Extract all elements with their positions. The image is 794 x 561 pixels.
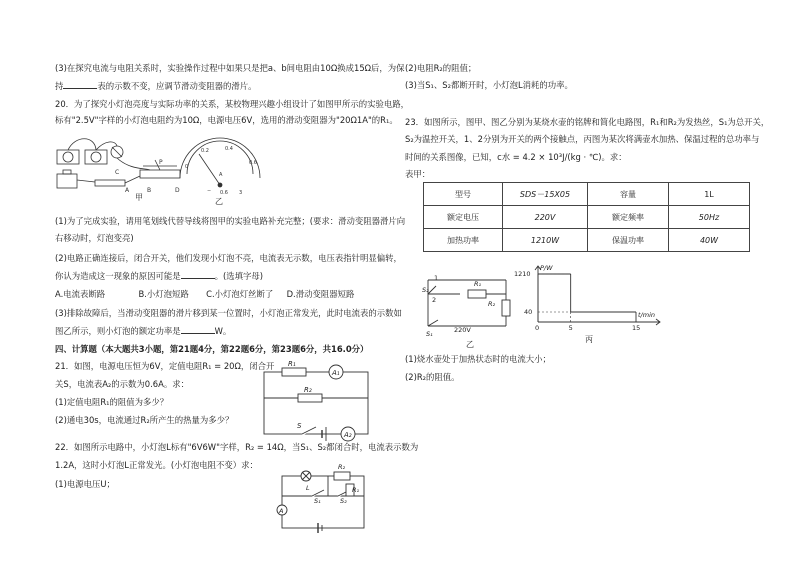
svg-text:P: P bbox=[159, 159, 163, 166]
svg-text:R₂: R₂ bbox=[488, 300, 496, 308]
q21-stem-line2: 关S，电流表A₂的示数为0.6A。求： bbox=[55, 379, 189, 389]
svg-text:S₂: S₂ bbox=[340, 497, 347, 505]
q20-part1-line2: 右移动时，灯泡变亮) bbox=[55, 233, 134, 243]
q21-part2: (2)通电30s，电流通过R₂所产生的热量为多少？ bbox=[55, 415, 234, 425]
svg-text:R₁: R₁ bbox=[474, 280, 482, 288]
resistor-r1 bbox=[282, 368, 306, 376]
q20-part3-line1: (3)排除故障后，当滑动变阻器的滑片移到某一位置时，小灯泡正常发光，此时电流表的示数如 bbox=[55, 308, 402, 318]
table-cell: 40W bbox=[669, 229, 750, 252]
svg-text:A: A bbox=[125, 187, 130, 194]
svg-text:L: L bbox=[306, 484, 310, 492]
svg-text:S₁: S₁ bbox=[314, 497, 321, 505]
q22-part3: (3)当S₁、S₂都断开时，小灯泡L消耗的功率。 bbox=[405, 80, 573, 90]
x-axis-label: t/min bbox=[638, 311, 655, 319]
table-row bbox=[424, 229, 750, 252]
q20-options bbox=[55, 289, 354, 300]
figure-bing-label: 丙 bbox=[585, 335, 593, 344]
option-d: D.滑动变阻器短路 bbox=[286, 289, 355, 299]
table-cell: 容量 bbox=[588, 183, 669, 206]
svg-text:R₁: R₁ bbox=[288, 360, 296, 368]
table-cell: 1L bbox=[669, 183, 750, 206]
y-tick-label: 1210 bbox=[514, 270, 531, 278]
svg-text:S₂: S₂ bbox=[422, 286, 429, 294]
x-tick-label: 5 bbox=[568, 324, 573, 332]
q22-stem-line1: 22．如图所示电路中，小灯泡L标有"6V6W"字样，R₂ = 14Ω，当S₁、S₂都闭合时，电流表示数为 bbox=[55, 442, 419, 452]
figure-jia-label: 甲 bbox=[135, 193, 143, 202]
resistor-r2 bbox=[298, 394, 322, 402]
answer-blank[interactable] bbox=[181, 325, 215, 334]
q23-circuit-diagram bbox=[420, 272, 520, 348]
option-a: A.电流表断路 bbox=[55, 289, 106, 299]
table-cell: 1210W bbox=[503, 229, 588, 252]
switch-base bbox=[95, 180, 125, 186]
svg-text:C: C bbox=[115, 169, 120, 176]
option-c: C.小灯泡灯丝断了 bbox=[206, 289, 274, 299]
x-tick-label: 15 bbox=[632, 324, 641, 332]
table-cell: 型号 bbox=[424, 183, 503, 206]
table-row bbox=[424, 183, 750, 206]
q23-part1: (1)烧水壶处于加热状态时的电流大小； bbox=[405, 354, 551, 364]
svg-text:A₂: A₂ bbox=[344, 431, 352, 439]
x-tick-label: 0 bbox=[535, 324, 540, 332]
q20-stem-line2: 标有"2.5V"字样的小灯泡电阻约为10Ω，电源电压6V，选用的滑动变阻器为"20Ω1A"的R₁。 bbox=[55, 115, 398, 125]
svg-text:D: D bbox=[175, 187, 180, 194]
table-row bbox=[424, 206, 750, 229]
figure-yi-label-right: 乙 bbox=[466, 340, 474, 349]
svg-text:A₁: A₁ bbox=[332, 369, 340, 377]
svg-text:0.6: 0.6 bbox=[220, 190, 228, 196]
section-4-heading: 四、计算题（本大题共3小题，第21题4分，第22题6分，第23题6分，共16.0分） bbox=[55, 344, 369, 354]
svg-text:S: S bbox=[297, 422, 302, 430]
svg-text:0.4: 0.4 bbox=[225, 146, 233, 152]
table-caption: 表甲： bbox=[405, 169, 431, 179]
switch-s1 bbox=[428, 320, 438, 326]
svg-text:B: B bbox=[147, 187, 152, 194]
svg-text:0: 0 bbox=[185, 164, 189, 170]
figure-yi-label: 乙 bbox=[215, 197, 223, 206]
q20-part1-line1: (1)为了完成实验，请用笔划线代替导线将图甲的实验电路补充完整；(要求：滑动变阻器滑片向 bbox=[55, 216, 406, 226]
q22-part1: (1)电源电压U； bbox=[55, 479, 115, 489]
answer-blank[interactable] bbox=[181, 270, 215, 279]
q21-circuit-diagram bbox=[262, 362, 372, 444]
q19-part3-line1: (3)在探究电流与电阻关系时，实验操作过程中如果只是把a、b间电阻由10Ω换成15Ω后，为保 bbox=[55, 63, 405, 73]
table-cell: 加热功率 bbox=[424, 229, 503, 252]
q22-part2: (2)电阻R₂的阻值； bbox=[405, 63, 477, 73]
q20-part2-line2: 你认为造成这一现象的原因可能是 。(选填字母) bbox=[55, 271, 264, 281]
svg-text:2: 2 bbox=[432, 296, 437, 304]
q23-part2: (2)R₂的阻值。 bbox=[405, 372, 460, 382]
nameplate-table bbox=[423, 182, 750, 252]
q21-stem-line1: 21．如图，电源电压恒为6V，定值电阻R₁ = 20Ω，闭合开 bbox=[55, 361, 275, 371]
y-axis-label: P/W bbox=[540, 264, 553, 272]
table-cell: SDS－15X05 bbox=[503, 183, 588, 206]
table-cell: 220V bbox=[503, 206, 588, 229]
svg-text:−: − bbox=[207, 188, 212, 194]
svg-text:3: 3 bbox=[239, 190, 243, 196]
q19-part3-line2: 持 表的示数不变，应调节滑动变阻器的滑片。 bbox=[55, 81, 257, 91]
svg-text:R₁: R₁ bbox=[352, 486, 360, 494]
q20-part3-line2: 图乙所示，则小灯泡的额定功率是 W。 bbox=[55, 326, 232, 336]
svg-text:A: A bbox=[279, 507, 284, 515]
resistor-r1 bbox=[468, 290, 486, 298]
battery-icon bbox=[57, 174, 77, 188]
switch-s2 bbox=[428, 286, 436, 294]
q22-stem-line2: 1.2A，这时小灯泡L正常发光。(小灯泡电阻不变）求： bbox=[55, 460, 258, 470]
q23-stem-line2: S₂为温控开关，1、2分别为开关的两个接触点，丙图为某次将满壶水加热、保温过程的总功率与 bbox=[405, 134, 760, 144]
svg-text:R₂: R₂ bbox=[338, 463, 346, 471]
q22-circuit-diagram bbox=[272, 463, 368, 534]
table-cell: 保温功率 bbox=[588, 229, 669, 252]
q23-stem-line3: 时间的关系图像，已知，c水 = 4.2 × 10³J/(kg · ℃)。求： bbox=[405, 152, 627, 162]
table-cell: 额定频率 bbox=[588, 206, 669, 229]
q21-part1: (1)定值电阻R₁的阻值为多少？ bbox=[55, 397, 169, 407]
rheostat bbox=[140, 170, 180, 178]
table-cell: 额定电压 bbox=[424, 206, 503, 229]
figure-yi-ammeter-dial bbox=[175, 140, 265, 206]
table-cell: 50Hz bbox=[669, 206, 750, 229]
svg-text:R₂: R₂ bbox=[304, 386, 312, 394]
q20-part2-line1: (2)电路正确连接后，闭合开关，他们发现小灯泡不亮，电流表无示数，电压表指针明显偏转， bbox=[55, 253, 402, 263]
resistor-r2 bbox=[334, 472, 350, 480]
power-time-chart bbox=[510, 262, 670, 352]
svg-text:S₁: S₁ bbox=[426, 330, 433, 338]
answer-blank[interactable] bbox=[63, 80, 97, 89]
q23-stem-line1: 23．如图所示，图甲、图乙分别为某烧水壶的铭牌和简化电路图，R₁和R₂为发热丝，S₁为总开关， bbox=[405, 117, 770, 127]
y-tick-label: 40 bbox=[524, 308, 533, 316]
switch-s bbox=[302, 427, 316, 434]
q20-stem-line1: 20．为了探究小灯泡亮度与实际功率的关系，某校物理兴趣小组设计了如图甲所示的实验电路， bbox=[55, 99, 410, 109]
svg-text:220V: 220V bbox=[454, 326, 471, 334]
svg-text:1: 1 bbox=[434, 274, 439, 282]
resistor-r2 bbox=[502, 300, 510, 316]
svg-text:A: A bbox=[219, 172, 223, 178]
option-b: B.小灯泡短路 bbox=[138, 289, 189, 299]
svg-text:0.6: 0.6 bbox=[249, 160, 257, 166]
svg-text:0.2: 0.2 bbox=[201, 148, 209, 154]
